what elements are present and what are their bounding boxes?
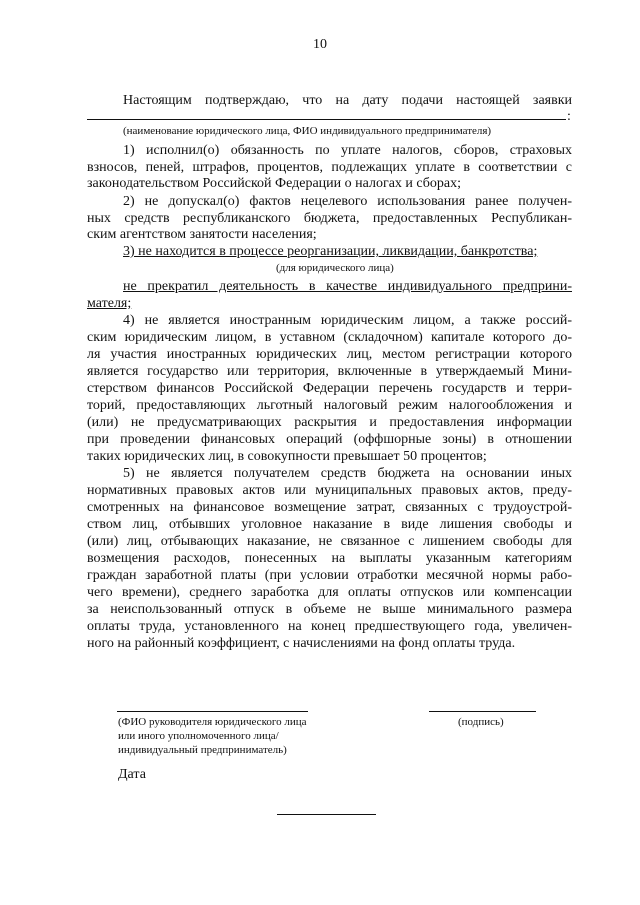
page-number: 10	[313, 37, 327, 52]
signature-caption: (подпись)	[458, 716, 504, 728]
item-1-line: 1) исполнил(о) обязанность по уплате налогов, сборов, страховых	[123, 143, 572, 158]
item-5-line: возмещения расходов, понесенных на выплаты указанным категориям	[87, 551, 572, 566]
item-1-line: взносов, пеней, штрафов, процентов, подлежащих уплате в соответствии с	[87, 160, 572, 175]
item-5-line: нормативных правовых актов или муниципальных правовых актов, преду-	[87, 483, 572, 498]
item-4-line: (или) не предусматривающих раскрытия и предоставления информации	[87, 415, 572, 430]
item-3-line: не прекратил деятельность в качестве индивидуального предприни-	[123, 279, 572, 294]
item-4-line: ским юридическим лицом, в уставном (складочном) капитале которого до-	[87, 330, 572, 345]
item-4-line: таких юридических лиц, в совокупности превышает 50 процентов;	[87, 449, 487, 464]
item-2-line: ных средств республиканского бюджета, предоставленных Республикан-	[87, 211, 572, 226]
name-signature-line	[117, 711, 308, 712]
item-5-line: чего времени), среднего заработка для оплаты отпусков или компенсации	[87, 585, 572, 600]
applicant-name-blank	[87, 119, 566, 120]
name-caption-line: (ФИО руководителя юридического лица	[118, 716, 307, 728]
name-caption-line: индивидуальный предприниматель)	[118, 744, 287, 756]
item-5-line: (или) лиц, отбывающих наказание, не связанное с лишением свободы для	[87, 534, 572, 549]
item-5-line: 5) не является получателем средств бюджета на основании иных	[123, 466, 572, 481]
item-4-line: 4) не является иностранным юридическим лицом, а также россий-	[123, 313, 572, 328]
name-caption-line: или иного уполномоченного лица/	[118, 730, 279, 742]
item-5-line: граждан заработной платы (при условии отработки месячной нормы рабо-	[87, 568, 572, 583]
item-5-line: ного на районный коэффициент, с начислениями на фонд оплаты труда.	[87, 636, 516, 651]
item-5-line: смотренных на финансовое возмещение затрат, связанных с трудоустрой-	[87, 500, 572, 515]
date-label: Дата	[118, 767, 146, 782]
item-5-line: ством лиц, отбывших уголовное наказание в виде лишения свободы и	[87, 517, 572, 532]
date-line	[277, 814, 376, 815]
item-5-line: за неиспользованный отпуск в объеме не выше минимального размера	[87, 602, 572, 617]
item-2-line: 2) не допускал(о) фактов нецелевого использования ранее получен-	[123, 194, 572, 209]
item-4-line: ля участия иностранных юридических лиц, местом регистрации которого	[87, 347, 572, 362]
item-3-caption: (для юридического лица)	[276, 262, 394, 274]
item-4-line: торий, предоставляющих льготный налоговый режим налогообложения и	[87, 398, 572, 413]
item-4-line: стерством финансов Российской Федерации перечень государств и терри-	[87, 381, 572, 396]
item-5-line: оплаты труда, установленного на конец предшествующего года, увеличен-	[87, 619, 572, 634]
item-2-line: ским агентством занятости населения;	[87, 227, 317, 242]
intro-line: Настоящим подтверждаю, что на дату подачи настоящей заявки	[123, 93, 572, 108]
applicant-name-caption: (наименование юридического лица, ФИО индивидуального предпринимателя)	[123, 125, 492, 137]
intro-colon: :	[567, 109, 571, 124]
signature-line	[429, 711, 536, 712]
item-4-line: является государство или территория, включенные в утверждаемый Мини-	[87, 364, 572, 379]
item-3-line: 3) не находится в процессе реорганизации, ликвидации, банкротства;	[123, 244, 538, 259]
item-3-line: мателя;	[87, 296, 132, 311]
item-4-line: при проведении финансовых операций (оффшорные зоны) в отношении	[87, 432, 572, 447]
item-1-line: законодательством Российской Федерации о налогах и сборах;	[87, 176, 462, 191]
